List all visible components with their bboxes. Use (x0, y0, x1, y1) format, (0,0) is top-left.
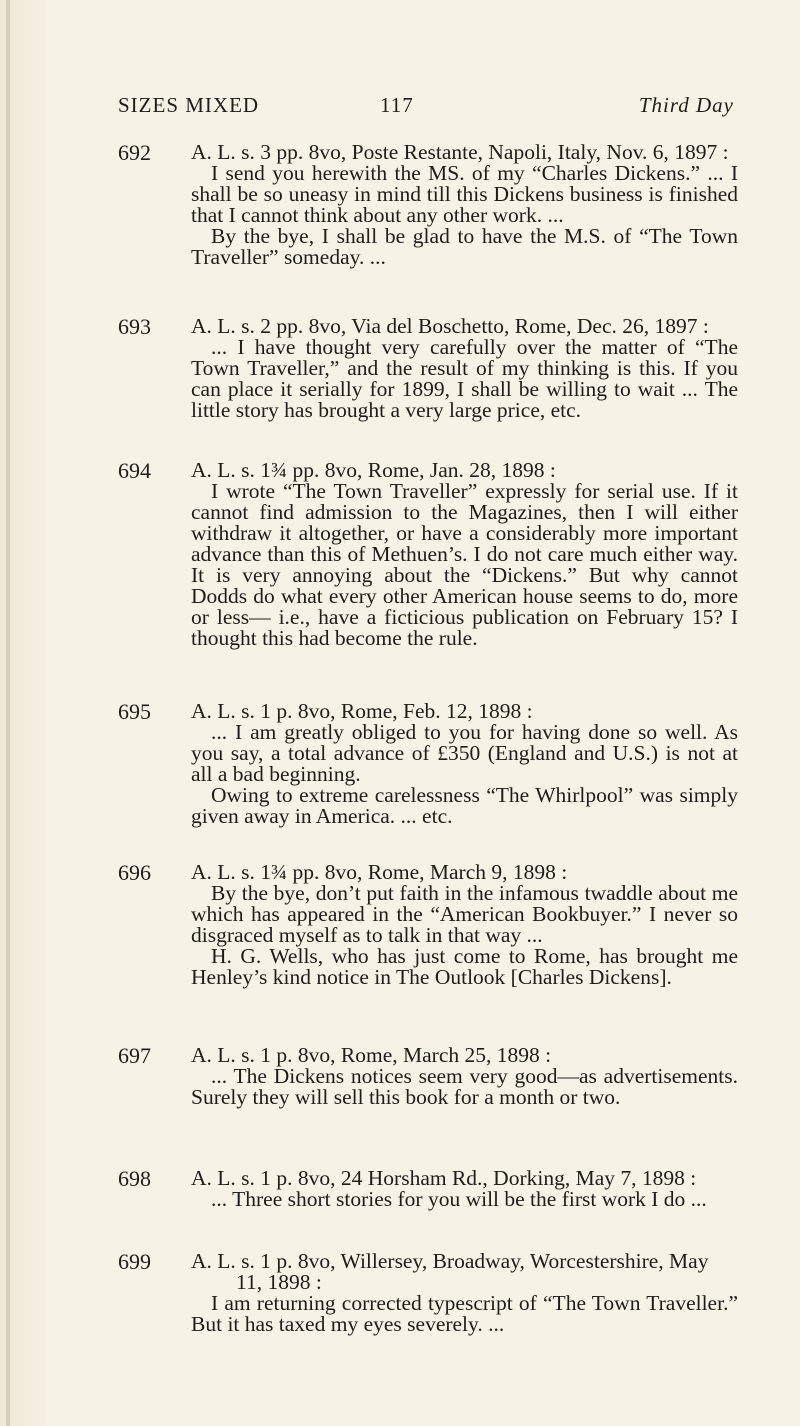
quote-paragraph: H. G. Wells, who has just come to Rome, has brought me Henley’s kind notice in The Outlook [Charles Dickens]. (191, 944, 738, 989)
lot-heading: A. L. s. 1 p. 8vo, Willersey, Broadway, Worcestershire, May 11, 1898 : (191, 1249, 709, 1294)
lot-description (191, 1066, 738, 1108)
page-number: 117 (380, 93, 414, 117)
lot-number: 695 (118, 699, 151, 724)
quote-paragraph: I am returning corrected typescript of “The Town Traveller.” But it has taxed my eyes severely. ... (191, 1291, 738, 1336)
lot-description (191, 1189, 738, 1210)
lot-heading: A. L. s. 1 p. 8vo, Rome, Feb. 12, 1898 : (191, 699, 533, 723)
lot-entry (118, 862, 738, 988)
lot-number: 696 (118, 860, 151, 885)
quote-paragraph: I send you herewith the MS. of my “Charles Dickens.” ... I shall be so uneasy in mind till this Dickens business is finished that I cannot think about any other work. ... (191, 161, 738, 227)
lot-description (191, 337, 738, 421)
lot-heading: A. L. s. 1 p. 8vo, 24 Horsham Rd., Dorking, May 7, 1898 : (191, 1166, 697, 1190)
lot-description (191, 481, 738, 649)
lot-entry (118, 1045, 738, 1108)
lot-description (191, 1293, 738, 1335)
quote-paragraph: By the bye, don’t put faith in the infamous twaddle about me which has appeared in the “American Bookbuyer.” I never so disgraced myself as to talk in that way ... (191, 881, 738, 947)
lot-number: 692 (118, 140, 151, 165)
lot-entry (118, 460, 738, 649)
quote-paragraph: ... Three short stories for you will be the first work I do ... (211, 1187, 707, 1211)
lot-heading: A. L. s. 3 pp. 8vo, Poste Restante, Napoli, Italy, Nov. 6, 1897 : (191, 140, 729, 164)
lot-number: 694 (118, 458, 151, 483)
page-gutter (0, 0, 46, 1426)
quote-paragraph: ... I am greatly obliged to you for having done so well. As you say, a total advance of £350 (England and U.S.) is not at all a bad beginning. (191, 720, 738, 786)
running-header (118, 93, 734, 123)
lot-heading: A. L. s. 1¾ pp. 8vo, Rome, March 9, 1898 : (191, 860, 568, 884)
header-section-title: SIZES MIXED (118, 93, 260, 117)
lot-entry (118, 1168, 738, 1210)
header-sale-day: Third Day (638, 93, 734, 117)
quote-paragraph: ... I have thought very carefully over the matter of “The Town Traveller,” and the result of my thinking is this. If you can place it serially for 1899, I shall be willing to wait ... The little story has brought a very large price, etc. (191, 335, 738, 422)
lot-heading: A. L. s. 1 p. 8vo, Rome, March 25, 1898 : (191, 1043, 552, 1067)
lot-number: 699 (118, 1249, 151, 1274)
lot-heading: A. L. s. 1¾ pp. 8vo, Rome, Jan. 28, 1898 : (191, 458, 556, 482)
lot-number: 697 (118, 1043, 151, 1068)
lot-description (191, 883, 738, 988)
quote-paragraph: I wrote “The Town Traveller” expressly for serial use. If it cannot find admission to the Magazines, then I will either withdraw it altogether, or have a considerably more important advance than this of Methuen’s. I do not care much either way. It is very annoying about the “Dickens.” But why cannot Dodds do what every other American house seems to do, more or less— i.e., have a ficticious publication on February 15? I thought this had become the rule. (191, 479, 738, 650)
quote-paragraph: Owing to extreme carelessness “The Whirlpool” was simply given away in America. ... etc. (191, 783, 738, 828)
lot-heading: A. L. s. 2 pp. 8vo, Via del Boschetto, Rome, Dec. 26, 1897 : (191, 314, 709, 338)
lot-entry (118, 1251, 738, 1335)
quote-paragraph: ... The Dickens notices seem very good—as advertisements. Surely they will sell this book for a month or two. (191, 1064, 738, 1109)
lot-number: 693 (118, 314, 151, 339)
binding-edge (6, 0, 10, 1426)
lot-description (191, 163, 738, 268)
lot-entry (118, 142, 738, 268)
lot-description (191, 722, 738, 827)
quote-paragraph: By the bye, I shall be glad to have the M.S. of “The Town Traveller” someday. ... (191, 224, 738, 269)
lot-entry (118, 316, 738, 421)
lot-number: 698 (118, 1166, 151, 1191)
lot-entry (118, 701, 738, 827)
